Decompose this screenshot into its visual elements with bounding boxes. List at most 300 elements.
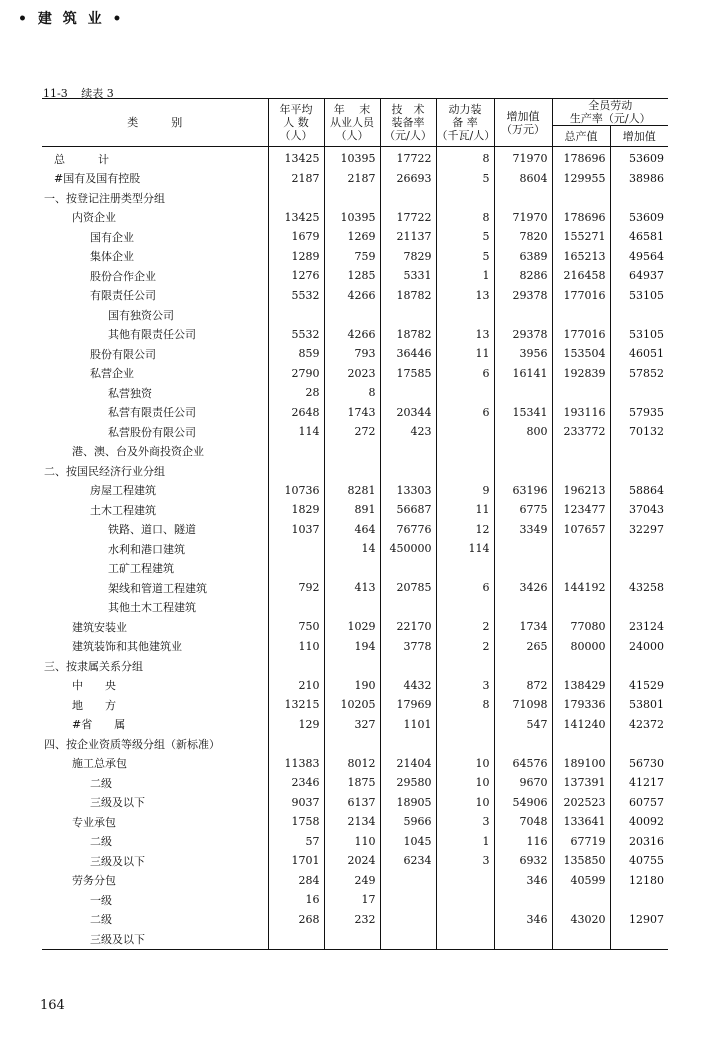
cell-value: 53801 bbox=[610, 695, 668, 715]
cell-value bbox=[268, 598, 324, 618]
cell-value: 1 bbox=[436, 832, 494, 852]
cell-value: 28 bbox=[268, 383, 324, 403]
row-label: 三级及以下 bbox=[90, 932, 145, 946]
cell-value: 64937 bbox=[610, 266, 668, 286]
cell-value: 138429 bbox=[552, 676, 610, 696]
table-row bbox=[42, 266, 668, 286]
row-label: 集体企业 bbox=[90, 250, 134, 264]
header-power-equipment-rate: 动力装 备 率 （千瓦/人） bbox=[436, 99, 494, 147]
cell-value: 1875 bbox=[324, 773, 380, 793]
cell-value: 194 bbox=[324, 637, 380, 657]
cell-value bbox=[552, 383, 610, 403]
cell-value: 7820 bbox=[494, 227, 552, 247]
cell-value: 792 bbox=[268, 578, 324, 598]
cell-value: 76776 bbox=[380, 520, 436, 540]
cell-value: 110 bbox=[324, 832, 380, 852]
cell-value bbox=[610, 559, 668, 579]
row-label: 工矿工程建筑 bbox=[108, 562, 174, 576]
table-row bbox=[42, 344, 668, 364]
table-row bbox=[42, 754, 668, 774]
cell-value: 40092 bbox=[610, 812, 668, 832]
cell-value: 9 bbox=[436, 481, 494, 501]
cell-value bbox=[436, 422, 494, 442]
cell-value bbox=[552, 656, 610, 676]
cell-value: 57935 bbox=[610, 403, 668, 423]
cell-value: 18905 bbox=[380, 793, 436, 813]
cell-value: 129955 bbox=[552, 169, 610, 189]
cell-value: 6 bbox=[436, 364, 494, 384]
table-row bbox=[42, 188, 668, 208]
cell-value: 202523 bbox=[552, 793, 610, 813]
cell-value: 750 bbox=[268, 617, 324, 637]
cell-value: 284 bbox=[268, 871, 324, 891]
table-row bbox=[42, 247, 668, 267]
row-label: 地 方 bbox=[72, 698, 116, 712]
table-row bbox=[42, 442, 668, 462]
table-row bbox=[42, 676, 668, 696]
cell-value: 13303 bbox=[380, 481, 436, 501]
header-gross-output: 总产值 bbox=[552, 126, 610, 147]
cell-value: 6775 bbox=[494, 500, 552, 520]
cell-value bbox=[436, 383, 494, 403]
row-label: 二、按国民经济行业分组 bbox=[44, 464, 165, 478]
cell-value: 177016 bbox=[552, 325, 610, 345]
cell-value bbox=[324, 598, 380, 618]
cell-value bbox=[324, 305, 380, 325]
row-label: #国有及国有控股 bbox=[54, 172, 141, 186]
cell-value: 10 bbox=[436, 773, 494, 793]
cell-value: 6234 bbox=[380, 851, 436, 871]
cell-value: 60757 bbox=[610, 793, 668, 813]
table-row bbox=[42, 851, 668, 871]
cell-value: 793 bbox=[324, 344, 380, 364]
cell-value bbox=[552, 305, 610, 325]
cell-value: 63196 bbox=[494, 481, 552, 501]
cell-value bbox=[436, 188, 494, 208]
cell-value: 4266 bbox=[324, 286, 380, 306]
cell-value: 1037 bbox=[268, 520, 324, 540]
table-row bbox=[42, 305, 668, 325]
cell-value: 2346 bbox=[268, 773, 324, 793]
cell-value bbox=[268, 188, 324, 208]
cell-value: 12907 bbox=[610, 910, 668, 930]
cell-value: 13 bbox=[436, 325, 494, 345]
cell-value: 178696 bbox=[552, 147, 610, 169]
cell-value: 8012 bbox=[324, 754, 380, 774]
header-year-end-employees: 年 末 从业人员 （人） bbox=[324, 99, 380, 147]
cell-value: 40755 bbox=[610, 851, 668, 871]
cell-value bbox=[610, 734, 668, 754]
cell-value: 5966 bbox=[380, 812, 436, 832]
cell-value: 36446 bbox=[380, 344, 436, 364]
cell-value: 8 bbox=[436, 695, 494, 715]
cell-value: 3778 bbox=[380, 637, 436, 657]
cell-value bbox=[494, 598, 552, 618]
cell-value bbox=[268, 734, 324, 754]
cell-value bbox=[436, 715, 494, 735]
cell-value: 346 bbox=[494, 910, 552, 930]
cell-value: 413 bbox=[324, 578, 380, 598]
cell-value: 26693 bbox=[380, 169, 436, 189]
cell-value: 6 bbox=[436, 403, 494, 423]
cell-value: 10 bbox=[436, 793, 494, 813]
table-row bbox=[42, 617, 668, 637]
cell-value: 178696 bbox=[552, 208, 610, 228]
table-row bbox=[42, 364, 668, 384]
cell-value bbox=[268, 929, 324, 949]
table-row bbox=[42, 578, 668, 598]
row-label: 私营股份有限公司 bbox=[108, 425, 196, 439]
row-label: 专业承包 bbox=[72, 815, 116, 829]
row-label: 私营独资 bbox=[108, 386, 152, 400]
cell-value: 17722 bbox=[380, 208, 436, 228]
cell-value bbox=[380, 305, 436, 325]
cell-value: 71970 bbox=[494, 208, 552, 228]
row-label: 港、澳、台及外商投资企业 bbox=[72, 445, 204, 459]
cell-value: 3 bbox=[436, 812, 494, 832]
cell-value: 43020 bbox=[552, 910, 610, 930]
cell-value: 2790 bbox=[268, 364, 324, 384]
table-row bbox=[42, 169, 668, 189]
cell-value: 53105 bbox=[610, 325, 668, 345]
cell-value: 1045 bbox=[380, 832, 436, 852]
cell-value bbox=[380, 188, 436, 208]
cell-value bbox=[380, 734, 436, 754]
table-row bbox=[42, 422, 668, 442]
row-label: 其他有限责任公司 bbox=[108, 328, 196, 342]
cell-value: 179336 bbox=[552, 695, 610, 715]
cell-value: 1029 bbox=[324, 617, 380, 637]
cell-value: 1734 bbox=[494, 617, 552, 637]
row-label: 一、按登记注册类型分组 bbox=[44, 191, 165, 205]
header-category: 类 别 bbox=[42, 99, 268, 147]
cell-value bbox=[552, 890, 610, 910]
cell-value bbox=[324, 188, 380, 208]
cell-value: 29580 bbox=[380, 773, 436, 793]
header-value-added: 增加值 （万元） bbox=[494, 99, 552, 147]
cell-value: 13425 bbox=[268, 147, 324, 169]
table-row bbox=[42, 325, 668, 345]
cell-value: 12 bbox=[436, 520, 494, 540]
table-body bbox=[42, 147, 668, 950]
cell-value: 2024 bbox=[324, 851, 380, 871]
cell-value: 423 bbox=[380, 422, 436, 442]
cell-value: 13 bbox=[436, 286, 494, 306]
cell-value: 12180 bbox=[610, 871, 668, 891]
cell-value: 53609 bbox=[610, 208, 668, 228]
table-row bbox=[42, 539, 668, 559]
cell-value: 233772 bbox=[552, 422, 610, 442]
cell-value bbox=[324, 559, 380, 579]
cell-value: 6389 bbox=[494, 247, 552, 267]
cell-value: 5 bbox=[436, 247, 494, 267]
row-label: 国有企业 bbox=[90, 230, 134, 244]
cell-value: 10395 bbox=[324, 208, 380, 228]
cell-value bbox=[436, 929, 494, 949]
cell-value: 17722 bbox=[380, 147, 436, 169]
cell-value bbox=[268, 656, 324, 676]
cell-value: 110 bbox=[268, 637, 324, 657]
cell-value: 1758 bbox=[268, 812, 324, 832]
cell-value: 38986 bbox=[610, 169, 668, 189]
statistics-table bbox=[42, 98, 668, 950]
cell-value: 5 bbox=[436, 227, 494, 247]
cell-value: 232 bbox=[324, 910, 380, 930]
header-labor-productivity: 全员劳动 生产率（元/人） bbox=[552, 99, 668, 126]
table-row bbox=[42, 500, 668, 520]
row-label: 房屋工程建筑 bbox=[90, 484, 156, 498]
table-row bbox=[42, 656, 668, 676]
cell-value bbox=[494, 539, 552, 559]
cell-value: 23124 bbox=[610, 617, 668, 637]
cell-value: 114 bbox=[268, 422, 324, 442]
cell-value: 2023 bbox=[324, 364, 380, 384]
cell-value: 141240 bbox=[552, 715, 610, 735]
row-label: 总 计 bbox=[54, 152, 109, 166]
cell-value bbox=[494, 559, 552, 579]
cell-value: 77080 bbox=[552, 617, 610, 637]
row-label: 二级 bbox=[90, 776, 112, 790]
cell-value bbox=[610, 539, 668, 559]
table-row bbox=[42, 286, 668, 306]
cell-value: 1285 bbox=[324, 266, 380, 286]
cell-value: 1289 bbox=[268, 247, 324, 267]
cell-value bbox=[552, 929, 610, 949]
row-label: 其他土木工程建筑 bbox=[108, 601, 196, 615]
cell-value: 54906 bbox=[494, 793, 552, 813]
cell-value: 29378 bbox=[494, 325, 552, 345]
cell-value: 20316 bbox=[610, 832, 668, 852]
cell-value: 71970 bbox=[494, 147, 552, 169]
cell-value: 42372 bbox=[610, 715, 668, 735]
cell-value bbox=[436, 461, 494, 481]
row-label: 三级及以下 bbox=[90, 854, 145, 868]
cell-value: 14 bbox=[324, 539, 380, 559]
cell-value: 464 bbox=[324, 520, 380, 540]
table-row bbox=[42, 637, 668, 657]
cell-value bbox=[268, 442, 324, 462]
cell-value: 107657 bbox=[552, 520, 610, 540]
cell-value: 17585 bbox=[380, 364, 436, 384]
cell-value: 56687 bbox=[380, 500, 436, 520]
cell-value: 53609 bbox=[610, 147, 668, 169]
cell-value: 1276 bbox=[268, 266, 324, 286]
cell-value bbox=[268, 559, 324, 579]
cell-value: 1679 bbox=[268, 227, 324, 247]
table-row bbox=[42, 559, 668, 579]
row-label: 私营企业 bbox=[90, 367, 134, 381]
cell-value bbox=[610, 656, 668, 676]
cell-value bbox=[380, 656, 436, 676]
cell-value: 137391 bbox=[552, 773, 610, 793]
row-label: 中 央 bbox=[72, 679, 116, 693]
cell-value: 10 bbox=[436, 754, 494, 774]
cell-value bbox=[552, 188, 610, 208]
cell-value bbox=[380, 383, 436, 403]
table-row bbox=[42, 910, 668, 930]
cell-value bbox=[268, 539, 324, 559]
cell-value bbox=[494, 188, 552, 208]
cell-value bbox=[494, 656, 552, 676]
cell-value: 327 bbox=[324, 715, 380, 735]
cell-value: 3426 bbox=[494, 578, 552, 598]
cell-value bbox=[380, 461, 436, 481]
cell-value: 7829 bbox=[380, 247, 436, 267]
table-row bbox=[42, 812, 668, 832]
cell-value bbox=[380, 910, 436, 930]
cell-value: 8286 bbox=[494, 266, 552, 286]
cell-value: 144192 bbox=[552, 578, 610, 598]
cell-value bbox=[436, 890, 494, 910]
cell-value bbox=[380, 598, 436, 618]
cell-value bbox=[552, 539, 610, 559]
cell-value: 216458 bbox=[552, 266, 610, 286]
cell-value: 2 bbox=[436, 637, 494, 657]
cell-value: 40599 bbox=[552, 871, 610, 891]
cell-value bbox=[268, 305, 324, 325]
cell-value: 7048 bbox=[494, 812, 552, 832]
cell-value: 6932 bbox=[494, 851, 552, 871]
cell-value bbox=[380, 871, 436, 891]
row-label: 架线和管道工程建筑 bbox=[108, 581, 207, 595]
cell-value bbox=[552, 442, 610, 462]
cell-value: 6137 bbox=[324, 793, 380, 813]
cell-value: 57852 bbox=[610, 364, 668, 384]
row-label: 土木工程建筑 bbox=[90, 503, 156, 517]
section-header: • 建 筑 业 • bbox=[18, 11, 125, 27]
cell-value: 18782 bbox=[380, 325, 436, 345]
cell-value: 32297 bbox=[610, 520, 668, 540]
cell-value: 189100 bbox=[552, 754, 610, 774]
cell-value bbox=[436, 559, 494, 579]
cell-value: 10205 bbox=[324, 695, 380, 715]
cell-value bbox=[380, 559, 436, 579]
cell-value bbox=[610, 442, 668, 462]
cell-value: 4432 bbox=[380, 676, 436, 696]
cell-value: 29378 bbox=[494, 286, 552, 306]
cell-value bbox=[380, 890, 436, 910]
row-label: 三级及以下 bbox=[90, 796, 145, 810]
cell-value bbox=[552, 461, 610, 481]
cell-value: 1 bbox=[436, 266, 494, 286]
cell-value: 49564 bbox=[610, 247, 668, 267]
table-row bbox=[42, 520, 668, 540]
row-label: 一级 bbox=[90, 893, 112, 907]
row-label: 三、按隶属关系分组 bbox=[44, 659, 143, 673]
table-row bbox=[42, 208, 668, 228]
row-label: 劳务分包 bbox=[72, 874, 116, 888]
cell-value: 165213 bbox=[552, 247, 610, 267]
cell-value: 57 bbox=[268, 832, 324, 852]
cell-value: 346 bbox=[494, 871, 552, 891]
cell-value: 129 bbox=[268, 715, 324, 735]
cell-value bbox=[324, 442, 380, 462]
cell-value bbox=[324, 461, 380, 481]
cell-value bbox=[610, 929, 668, 949]
cell-value: 133641 bbox=[552, 812, 610, 832]
row-label: 有限责任公司 bbox=[90, 289, 156, 303]
cell-value: 3 bbox=[436, 851, 494, 871]
cell-value bbox=[494, 890, 552, 910]
cell-value: 20344 bbox=[380, 403, 436, 423]
cell-value: 21404 bbox=[380, 754, 436, 774]
cell-value: 3 bbox=[436, 676, 494, 696]
cell-value bbox=[436, 305, 494, 325]
cell-value: 70132 bbox=[610, 422, 668, 442]
cell-value: 71098 bbox=[494, 695, 552, 715]
table-row bbox=[42, 773, 668, 793]
cell-value: 56730 bbox=[610, 754, 668, 774]
cell-value: 58864 bbox=[610, 481, 668, 501]
cell-value: 3956 bbox=[494, 344, 552, 364]
cell-value bbox=[324, 734, 380, 754]
cell-value: 190 bbox=[324, 676, 380, 696]
cell-value: 116 bbox=[494, 832, 552, 852]
cell-value: 11 bbox=[436, 344, 494, 364]
cell-value bbox=[494, 442, 552, 462]
cell-value: 8 bbox=[324, 383, 380, 403]
cell-value bbox=[436, 910, 494, 930]
cell-value: 10395 bbox=[324, 147, 380, 169]
table-row bbox=[42, 929, 668, 949]
cell-value: 4266 bbox=[324, 325, 380, 345]
cell-value: 5532 bbox=[268, 325, 324, 345]
cell-value: 46581 bbox=[610, 227, 668, 247]
table-row bbox=[42, 461, 668, 481]
cell-value: 17969 bbox=[380, 695, 436, 715]
cell-value: 16 bbox=[268, 890, 324, 910]
cell-value: 450000 bbox=[380, 539, 436, 559]
cell-value: 272 bbox=[324, 422, 380, 442]
cell-value: 8281 bbox=[324, 481, 380, 501]
row-label: 国有独资公司 bbox=[108, 308, 174, 322]
row-label: 建筑安装业 bbox=[72, 620, 127, 634]
cell-value: 41217 bbox=[610, 773, 668, 793]
cell-value: 41529 bbox=[610, 676, 668, 696]
table-row bbox=[42, 481, 668, 501]
cell-value bbox=[436, 871, 494, 891]
cell-value: 11 bbox=[436, 500, 494, 520]
row-label: 私营有限责任公司 bbox=[108, 406, 196, 420]
cell-value: 16141 bbox=[494, 364, 552, 384]
cell-value: 8 bbox=[436, 147, 494, 169]
cell-value: 22170 bbox=[380, 617, 436, 637]
cell-value: 249 bbox=[324, 871, 380, 891]
cell-value: 15341 bbox=[494, 403, 552, 423]
cell-value bbox=[436, 656, 494, 676]
cell-value bbox=[552, 734, 610, 754]
cell-value: 800 bbox=[494, 422, 552, 442]
cell-value: 547 bbox=[494, 715, 552, 735]
cell-value: 2187 bbox=[324, 169, 380, 189]
cell-value bbox=[610, 188, 668, 208]
table-row bbox=[42, 403, 668, 423]
cell-value: 9670 bbox=[494, 773, 552, 793]
cell-value: 123477 bbox=[552, 500, 610, 520]
cell-value: 43258 bbox=[610, 578, 668, 598]
cell-value bbox=[494, 461, 552, 481]
table-row bbox=[42, 832, 668, 852]
header-value-added-per-worker: 增加值 bbox=[610, 126, 668, 147]
cell-value: 53105 bbox=[610, 286, 668, 306]
table-row bbox=[42, 890, 668, 910]
table-row bbox=[42, 383, 668, 403]
cell-value bbox=[436, 598, 494, 618]
cell-value: 1701 bbox=[268, 851, 324, 871]
cell-value bbox=[268, 461, 324, 481]
cell-value: 6 bbox=[436, 578, 494, 598]
cell-value: 114 bbox=[436, 539, 494, 559]
